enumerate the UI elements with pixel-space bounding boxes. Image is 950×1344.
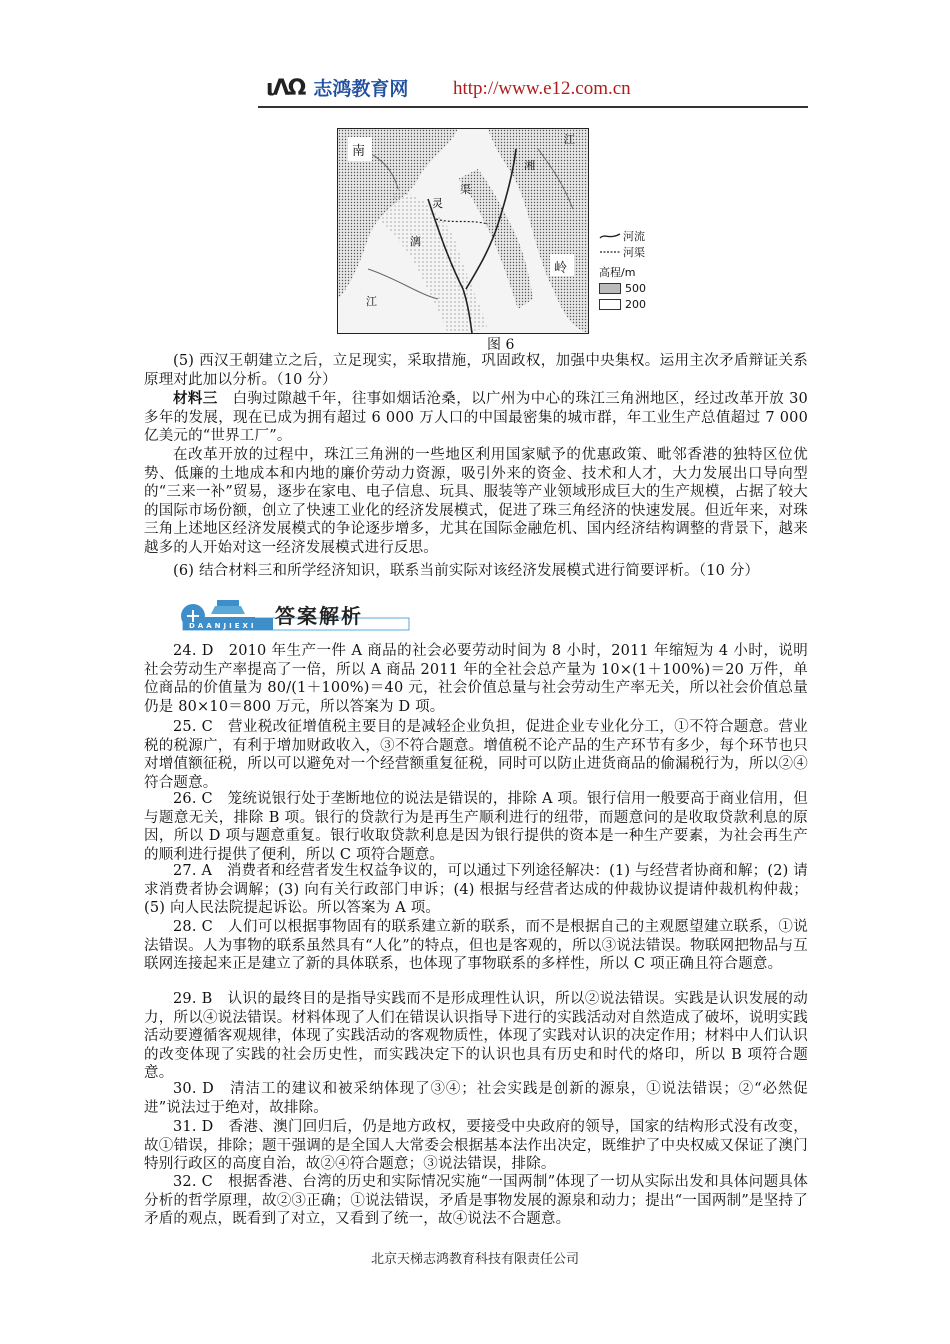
topographic-map (337, 128, 589, 334)
answers-banner (175, 596, 415, 636)
material-3-para-2: 在改革开放的过程中，珠江三角洲的一些地区利用国家赋予的优惠政策、毗邻香港的独特区位优势、低廉的土地成本和内地的廉价劳动力资源，吸引外来的资金、技术和人才，大力发展出口导向型的“三来一补”贸易，逐步在家电、电子信息、玩具、服装等产业领域形成巨大的生产规模，占据了较大的国际市场份额，创立了快速工业化的经济发展模式，促进了珠三角经济的快速发展。但近年来，对珠三角上述地区经济发展模式的争论逐步增多，尤其在国际金融危机、国内经济结构调整的背景下，越来越多的人开始对这一经济发展模式进行反思。 (144, 447, 808, 556)
question-5: (5) 西汉王朝建立之后，立足现实，采取措施，巩固政权，加强中央集权。运用主次矛盾辩证关系原理对此加以分析。（10 分） (144, 353, 808, 388)
answer-25: 25. C 营业税改征增值税主要目的是减轻企业负担，促进企业专业化分工，①不符合题意。营业税的税源广，有利于增加财政收入，③不符合题意。增值税不论产品的生产环节有多少，每个环节也只对增值额征税，所以可以避免对一个经营额重复征税，同时可以防止进货商品的偷漏税行为，所以②④符合题意。 (144, 719, 808, 791)
river-icon (599, 231, 621, 241)
answers-title: 答案解析 (275, 604, 363, 628)
logo-name: 志鸿教育网 (313, 78, 409, 100)
figure-caption: 图 6 (487, 337, 515, 353)
legend-elevation-title: 高程/m (599, 266, 636, 279)
answer-32: 32. C 根据香港、台湾的历史和实际情况实施“一国两制”体现了一切从实际出发和具体问题具体分析的哲学原理，故②③正确；①说法错误，矛盾是事物发展的源泉和动力；提出“一国两制”是坚持了矛盾的观点，既看到了对立，又看到了统一，故④说法不合题意。 (144, 1174, 808, 1228)
map-label-jiang-top: 江 (564, 133, 575, 146)
map-label-ling: 灵 (432, 197, 443, 210)
material-3-para-1: 材料三 白驹过隙越千年，往事如烟话沧桑，以广州为中心的珠江三角洲地区，经过改革开放 30 多年的发展，现在已成为拥有超过 6 000 万人口的中国最密集的城市群，年工业生产总值超过 7 000 亿美元的“世界工厂”。 (144, 390, 808, 445)
canal-icon (599, 247, 621, 257)
map-label-li: 漓 (410, 235, 421, 248)
legend-canal: 河渠 (599, 244, 677, 260)
answer-30: 30. D 清洁工的建议和被采纳体现了③④；社会实践是创新的源泉，①说法错误；②“必然促进”说法过于绝对，故排除。 (144, 1081, 808, 1116)
map-label-xiang: 湘 (524, 159, 535, 172)
map-legend (599, 228, 677, 312)
legend-level-200: 200 (599, 296, 677, 312)
question-6: (6) 结合材料三和所学经济知识，联系当前实际对该经济发展模式进行简要评析。（10 分） (173, 563, 760, 579)
map-label-jiang-bottom: 江 (366, 295, 377, 308)
figure-6 (337, 128, 677, 334)
site-logo[interactable] (266, 74, 408, 101)
map-label-ling-right: 岭 (554, 261, 568, 276)
legend-level-500: 500 (599, 280, 677, 296)
swatch-200 (599, 299, 621, 310)
legend-river: 河流 (599, 228, 677, 244)
answer-24: 24. D 2010 年生产一件 A 商品的社会必要劳动时间为 8 小时，2011 年缩短为 4 小时，说明社会劳动生产率提高了一倍，所以 A 商品 2011 年的全社会总产量为 10×(1＋100%)＝20 万件，单位商品的价值量为 80/(1＋100%)＝40 元，社会价值总量与社会劳动生产率无关，所以社会价值总量仍是 80×10＝800 万元，所以答案为 D 项。 (144, 643, 808, 715)
site-url[interactable]: http://www.e12.com.cn (453, 78, 631, 99)
answer-28: 28. C 人们可以根据事物固有的联系建立新的联系，而不是根据自己的主观愿望建立联系，①说法错误。人为事物的联系虽然具有“人化”的特点，但也是客观的，所以③说法错误。物联网把物品与互联网连接起来正是建立了新的具体联系，也体现了事物联系的多样性，所以 C 项正确且符合题意。 (144, 919, 808, 973)
answer-26: 26. C 笼统说银行处于垄断地位的说法是错误的，排除 A 项。银行信用一般要高于商业信用，但与题意无关，排除 B 项。银行的贷款行为是再生产顺利进行的纽带，而题意问的是收取贷款利息的原因，所以 D 项与题意重复。银行收取贷款利息是因为银行提供的资本是一种生产要素，为社会再生产的顺利进行提供了便利，所以 C 项符合题意。 (144, 791, 808, 863)
material-3-label: 材料三 (173, 390, 218, 407)
answer-27: 27. A 消费者和经营者发生权益争议的，可以通过下列途径解决：(1) 与经营者协商和解；(2) 请求消费者协会调解；(3) 向有关行政部门申诉；(4) 根据与经营者达成的仲裁协议提请仲裁机构仲裁；(5) 向人民法院提起诉讼。所以答案为 A 项。 (144, 863, 808, 917)
map-label-qu: 渠 (460, 183, 471, 196)
answer-31: 31. D 香港、澳门回归后，仍是地方政权，要接受中央政府的领导，国家的结构形式没有改变，故①错误，排除；题干强调的是全国人大常委会根据基本法作出决定，既维护了中央权威又保证了澳门特别行政区的高度自治，故②④符合题意；③说法错误，排除。 (144, 1119, 808, 1173)
answers-subtitle: DAANJIEXI (189, 622, 257, 630)
logo-mark: ιΛΩ (266, 76, 305, 101)
page-footer: 北京天梯志鸿教育科技有限责任公司 (370, 1252, 579, 1267)
map-label-nan: 南 (352, 144, 366, 159)
swatch-500 (599, 283, 621, 294)
page-header (258, 70, 808, 108)
answer-29: 29. B 认识的最终目的是指导实践而不是形成理性认识，所以②说法错误。实践是认识发展的动力，所以④说法错误。材料体现了人们在错误认识指导下进行的实践活动对自然造成了破坏，说明实践活动要遵循客观规律，体现了实践活动的客观物质性，体现了实践对认识的决定作用；材料中人们认识的改变体现了实践的社会历史性，而实践决定下的认识也具有历史和时代的烙印，所以 B 项符合题意。 (144, 991, 808, 1082)
